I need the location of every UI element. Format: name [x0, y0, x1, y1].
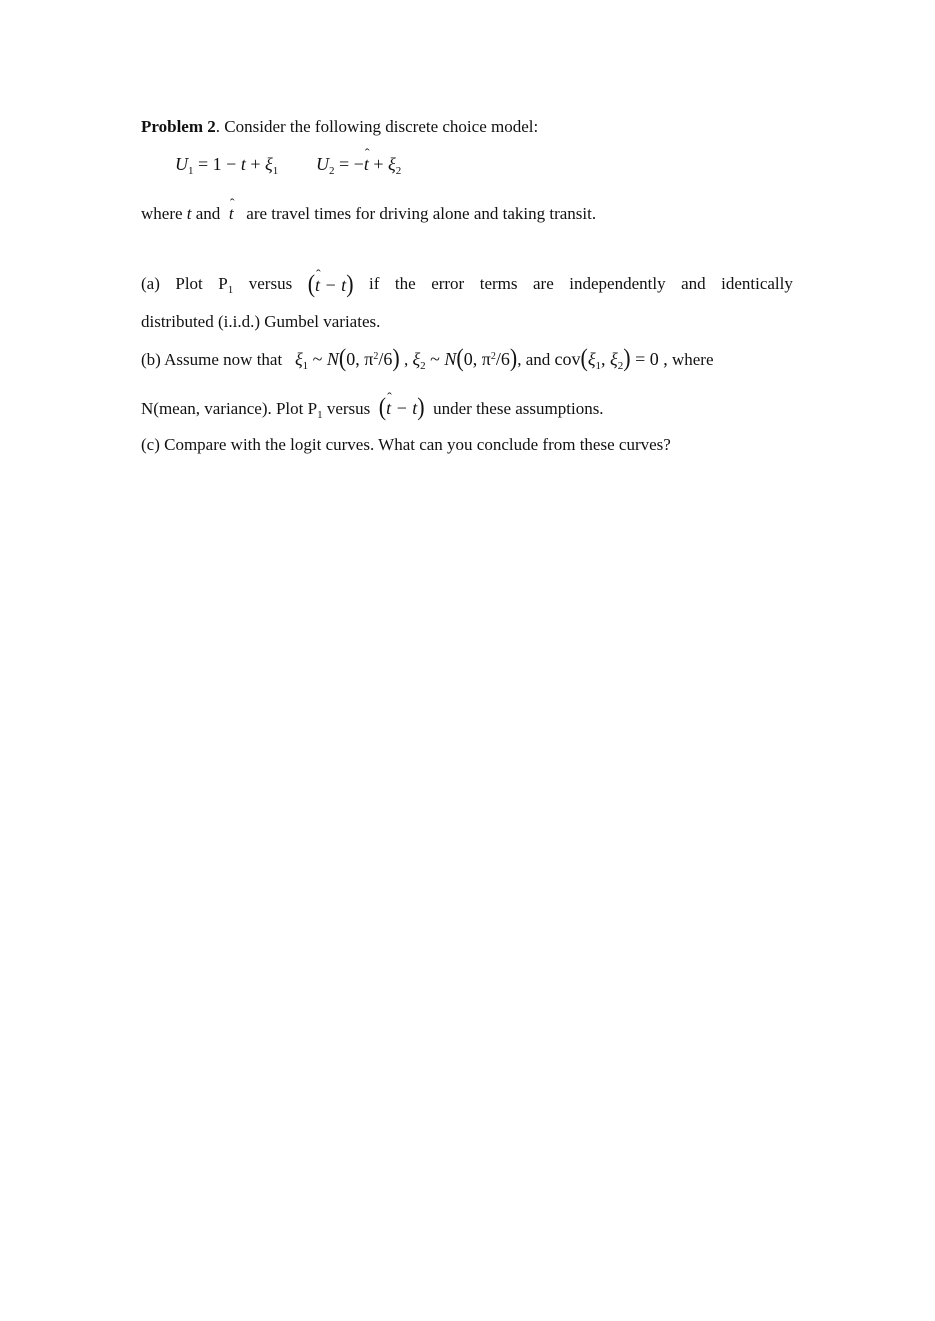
time-difference: (ˆ t − t) [308, 273, 354, 296]
equation-u2: $U_2$ = −ˆ $t + \xi_2$ [316, 153, 401, 175]
problem-label: Problem 2 [141, 117, 216, 136]
part-c: (c) Compare with the logit curves. What can you conclude from these curves? [141, 435, 671, 454]
equation-u1: $U_1 = 1 - t + \xi_1$ [175, 154, 279, 177]
diff-text: ˆ t − t [315, 274, 346, 296]
p1-symbol: $P_1$ [218, 274, 234, 296]
covariance-expression: $cov(\xi_1$, $\xi_2) = 0$ , [554, 343, 668, 372]
part-a-line-2: distributed (i.i.d.) Gumbel variates. [141, 312, 381, 331]
time-difference-b: (ˆ t − t) [379, 398, 425, 418]
part-b-line-2: N(mean, variance). Plot $P_1$ versus (ˆ t − t) under these assumptions. [141, 396, 604, 420]
part-b-line-1: (b) Assume now that $\xi_1$ ~ N(0, $\pi^2/6$) , $\xi_2$ ~ N(0, $\pi^2/6$), and $cov(\xi_1$, $\xi_2) = 0$ , where [141, 343, 714, 372]
xi2-distribution: $\xi_2$ ~ N(0, $\pi^2/6$) [412, 343, 518, 372]
part-a-line-1: (a) Plot $P_1$ versus (ˆ t − t) if the error terms are independently and identically [141, 273, 793, 296]
problem-heading [141, 116, 538, 138]
where-line: where t and ˆ t are travel times for driving alone and taking transit. [141, 203, 596, 225]
xi1-distribution: $\xi_1$ ~ N(0, $\pi^2/6$) [294, 343, 400, 372]
problem-intro: . Consider the following discrete choice model: [215, 117, 539, 136]
